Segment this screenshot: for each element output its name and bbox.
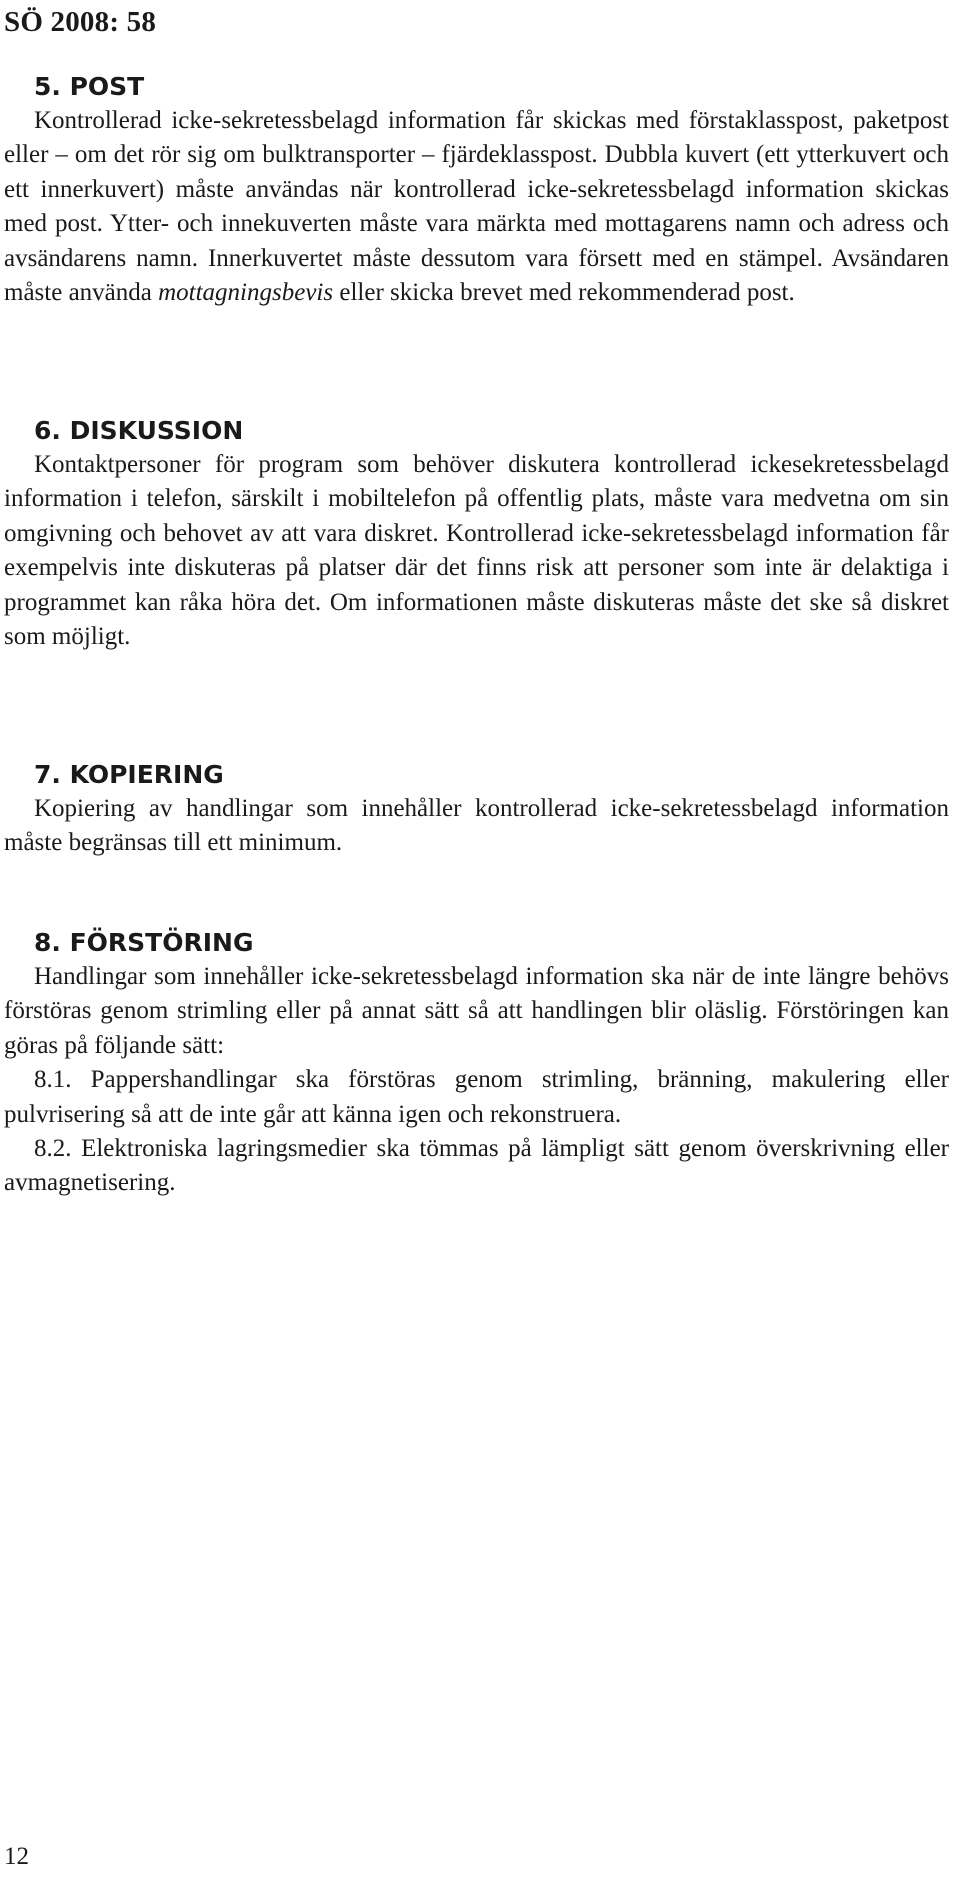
section-heading: 5. POST (34, 72, 145, 101)
list-item: 8.1. Pappershandlingar ska förstöras genom strimling, bränning, makulering eller pulvrisering så att de inte går att känna igen och rekonstruera. (4, 1066, 949, 1128)
section-paragraph: Kopiering av handlingar som innehåller kontrollerad icke-sekretessbelagd information måste begränsas till ett minimum. (4, 795, 949, 857)
section-paragraph: Handlingar som innehåller icke-sekretessbelagd information ska när de inte längre behövs förstöras genom strimling eller på annat sätt så att handlingen blir oläslig. Förstöringen kan göras på följande sätt: (4, 963, 949, 1059)
emphasized-term: mottagningsbevis (158, 279, 334, 307)
section-paragraph: Kontaktpersoner för program som behöver diskutera kontrollerad ickesekretessbelagd information i telefon, särskilt i mobiltelefon på offentlig plats, måste vara medvetna om sin omgivning och behovet av att vara diskret. Kontrollerad icke-sekretessbelagd information får exempelvis inte diskuteras på platser där det finns risk att personer som inte är delaktiga i programmet kan råka höra det. Om informationen måste diskuteras måste det ske så diskret som möjligt. (4, 451, 949, 651)
section-post (4, 70, 949, 310)
section-kopiering (4, 758, 949, 861)
page-number: 12 (4, 1843, 29, 1870)
section-paragraph (4, 104, 949, 310)
running-head: SÖ 2008: 58 (4, 6, 157, 38)
section-heading: 6. DISKUSSION (34, 416, 244, 445)
list-item: 8.2. Elektroniska lagringsmedier ska tömmas på lämpligt sätt genom överskrivning eller avmagnetisering. (4, 1135, 949, 1197)
section-diskussion (4, 414, 949, 654)
section-heading: 8. FÖRSTÖRING (34, 928, 254, 957)
section-forstoring (4, 926, 949, 1201)
paragraph-text: Kontrollerad icke-sekretessbelagd information får skickas med förstaklasspost, paketpost eller – om det rör sig om bulktransporter – fjärdeklasspost. Dubbla kuvert (ett ytterkuvert och ett innerkuvert) måste användas när kontrollerad icke-sekretessbelagd information skickas med post. Ytter- och innekuverten måste vara märkta med mottagarens namn och adress och avsändarens namn. Innerkuvertet måste dessutom vara försett med en stämpel. Avsändaren måste använda (4, 107, 949, 307)
paragraph-text: eller skicka brevet med rekommenderad post. (333, 279, 795, 307)
section-heading: 7. KOPIERING (34, 760, 224, 789)
